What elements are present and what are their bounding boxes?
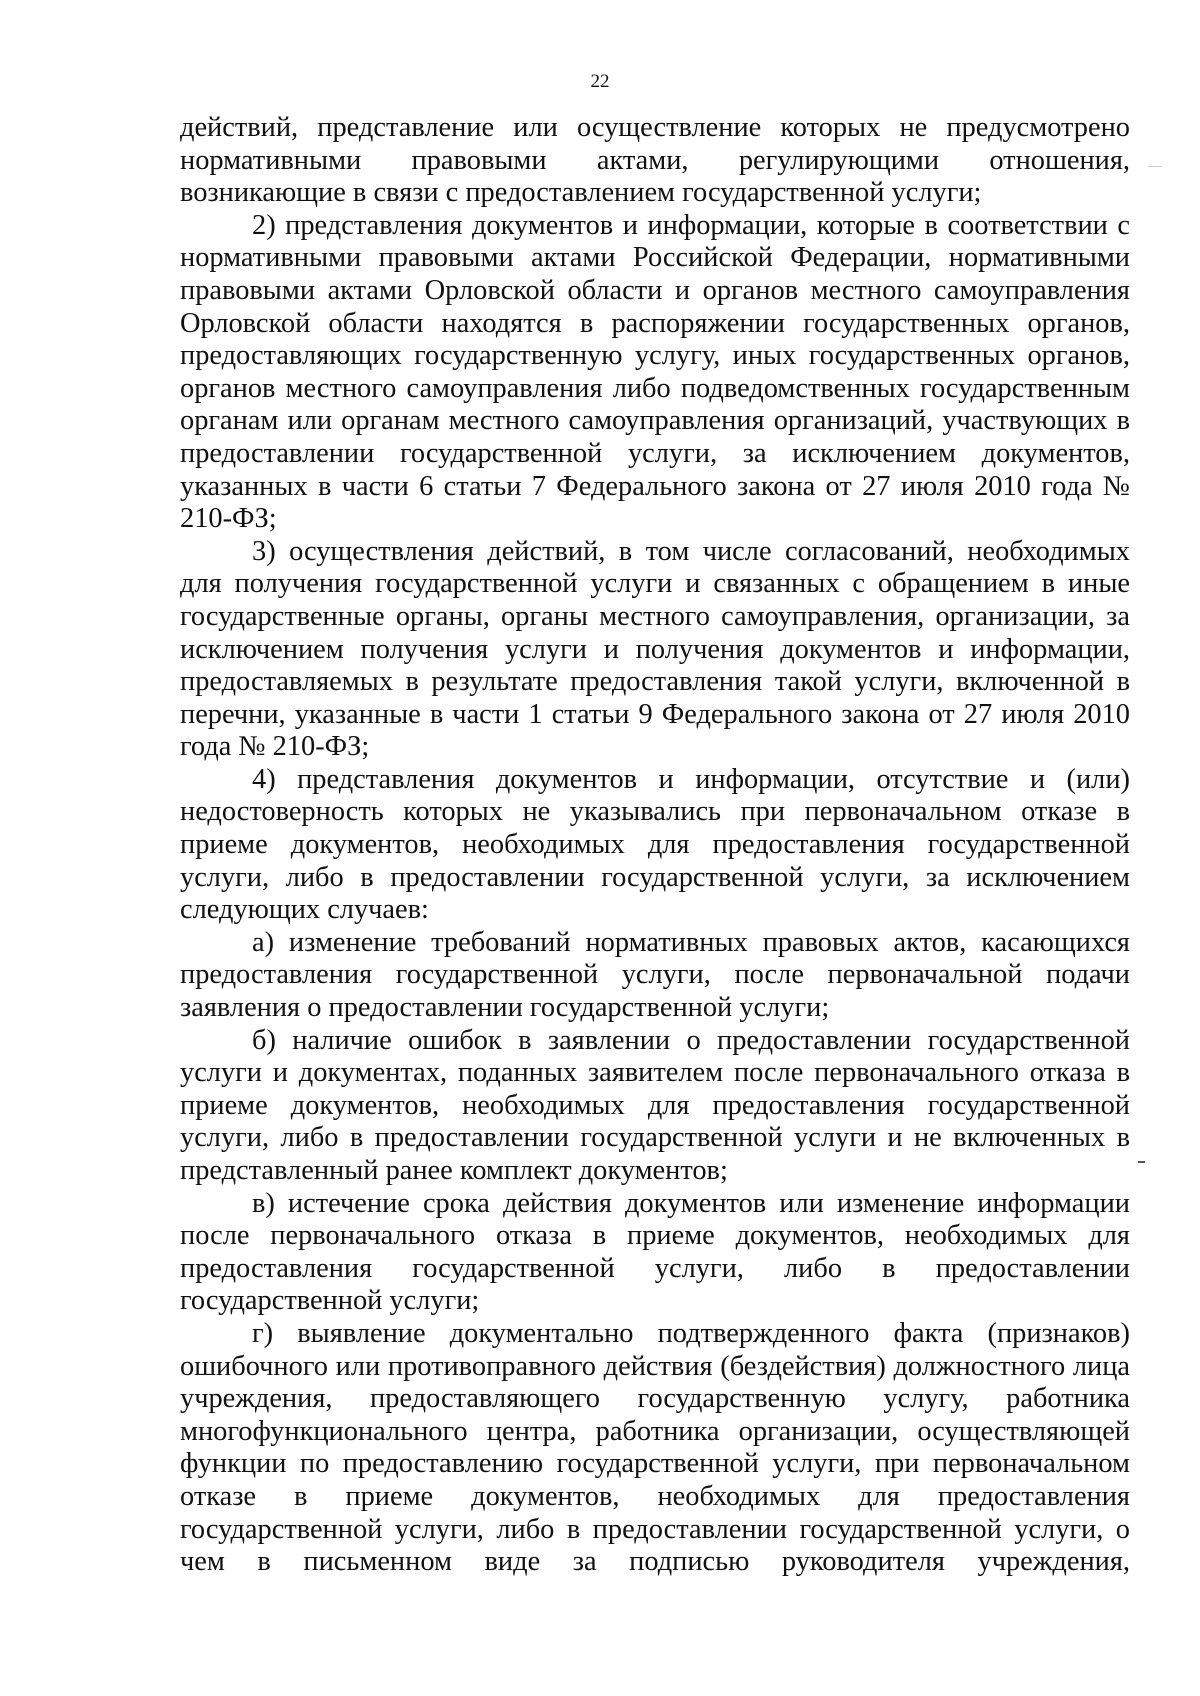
paragraph-item-2: 2) представления документов и информации, которые в соответствии с нормативными правовыми актами Российской Федерации, нормативными правовыми актами Орловской области и органов местного самоуправления Орловской области находятся в распоряжении государственных органов, предоставляющих государственную услугу, иных государственных органов, органов местного самоуправления либо подведомственных государственным органам или органам местного самоуправления организаций, участвующих в предоставлении государственной услуги, за исключением документов, указанных в части 6 статьи 7 Федерального закона от 27 июля 2010 года № 210-ФЗ; <box>180 209 1130 535</box>
document-body <box>180 112 1130 1579</box>
paragraph-item-3: 3) осуществления действий, в том числе согласований, необходимых для получения государственной услуги и связанных с обращением в иные государственные органы, органы местного самоуправления, организации, за исключением получения услуги и получения документов и информации, предоставляемых в результате предоставления такой услуги, включенной в перечни, указанные в части 1 статьи 9 Федерального закона от 27 июля 2010 года № 210-ФЗ; <box>180 535 1130 763</box>
page-number: 22 <box>590 71 610 92</box>
paragraph-subitem-b: б) наличие ошибок в заявлении о предоставлении государственной услуги и документах, поданных заявителем после первоначального отказа в приеме документов, необходимых для предоставления государственной услуги, либо в предоставлении государственной услуги и не включенных в представленный ранее комплект документов; <box>180 1024 1130 1186</box>
paragraph-subitem-g: г) выявление документально подтвержденного факта (признаков) ошибочного или противоправного действия (бездействия) должностного лица учреждения, предоставляющего государственную услугу, работника многофункционального центра, работника организации, осуществляющей функции по предоставлению государственной услуги, при первоначальном отказе в приеме документов, необходимых для предоставления государственной услуги, либо в предоставлении государственной услуги, о чем в письменном виде за подписью руководителя учреждения, <box>180 1317 1130 1578</box>
scan-artifact-mark <box>1148 166 1162 167</box>
scan-artifact-mark <box>1138 1161 1145 1163</box>
paragraph-subitem-a: а) изменение требований нормативных правовых актов, касающихся предоставления государственной услуги, после первоначальной подачи заявления о предоставлении государственной услуги; <box>180 926 1130 1024</box>
paragraph-subitem-v: в) истечение срока действия документов или изменение информации после первоначального отказа в приеме документов, необходимых для предоставления государственной услуги, либо в предоставлении государственной услуги; <box>180 1187 1130 1317</box>
paragraph-item-4: 4) представления документов и информации, отсутствие и (или) недостоверность которых не указывались при первоначальном отказе в приеме документов, необходимых для предоставления государственной услуги, либо в предоставлении государственной услуги, за исключением следующих случаев: <box>180 763 1130 926</box>
paragraph-continuation: действий, представление или осуществление которых не предусмотрено нормативными правовыми актами, регулирующими отношения, возникающие в связи с предоставлением государственной услуги; <box>180 112 1130 209</box>
